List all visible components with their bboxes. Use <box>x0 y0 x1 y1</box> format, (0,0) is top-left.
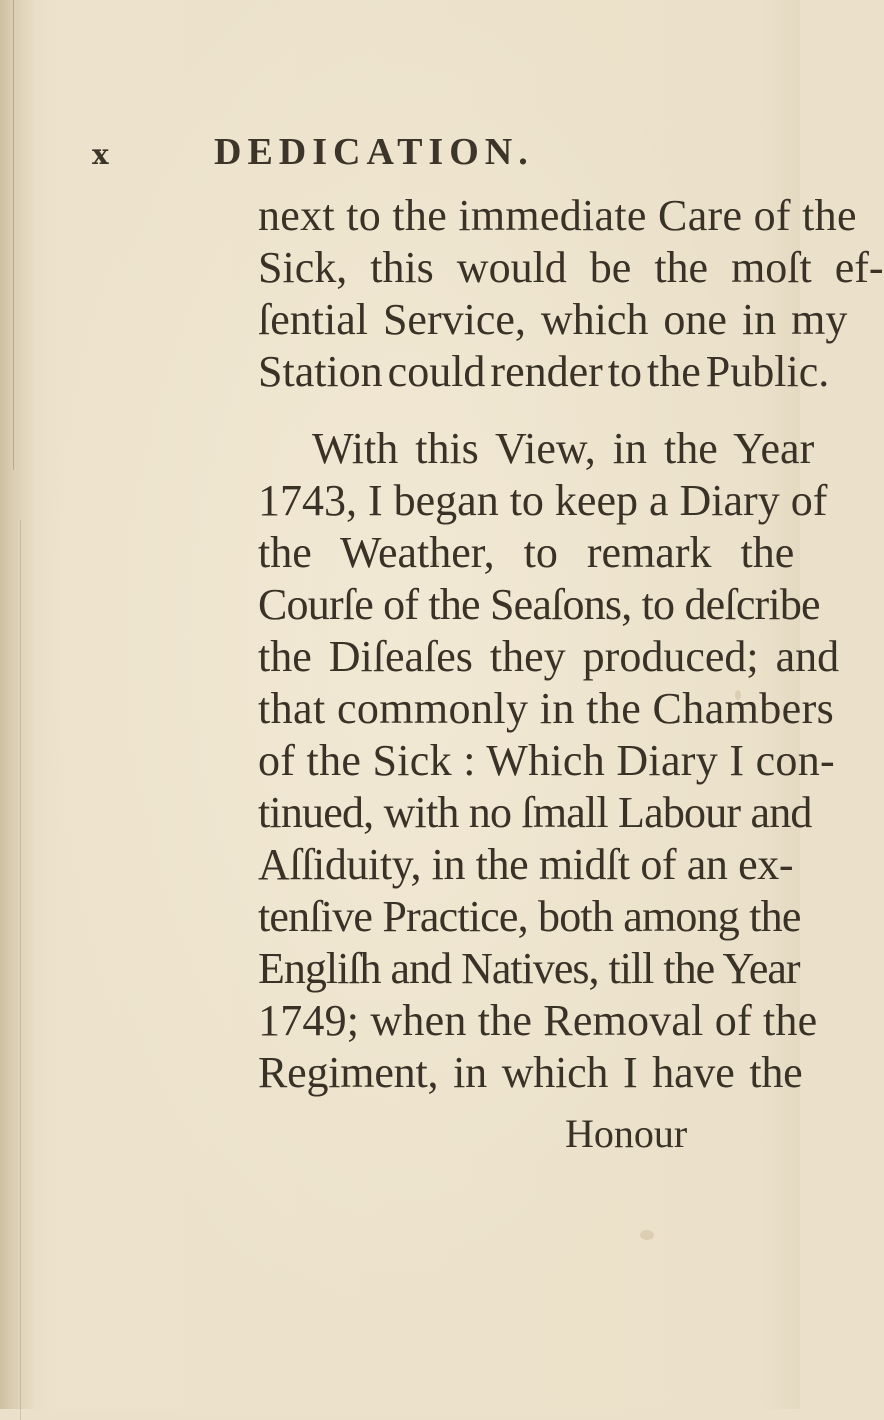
text-line: the Weather, to remark the <box>258 528 795 577</box>
running-head: DEDICATION. <box>214 131 534 173</box>
text-line: Aſſiduity, in the midſt of an ex- <box>258 840 794 889</box>
text-line: tinued, with no ſmall Labour and <box>258 788 812 837</box>
text-line: 1749; when the Removal of the <box>258 996 818 1045</box>
text-line: tenſive Practice, both among the <box>258 892 801 941</box>
text-line: the Diſeaſes they produced; and <box>258 632 840 681</box>
text-line: Regiment, in which I have the <box>258 1048 803 1097</box>
text-line: Sick, this would be the moſt ef- <box>258 243 884 292</box>
paper-stain <box>640 1230 654 1240</box>
text-line: 1743, I began to keep a Diary of <box>258 476 828 525</box>
catchword: Honour <box>565 1111 688 1156</box>
text-line: of the Sick : Which Diary I con- <box>258 736 835 785</box>
text-line: Courſe of the Seaſons, to deſcribe <box>258 580 820 629</box>
signature-mark: x <box>92 138 109 171</box>
text-line: that commonly in the Chambers <box>258 684 835 733</box>
paragraph-first-line: With this View, in the Year <box>312 424 815 473</box>
text-line: next to the immediate Care of the <box>258 191 857 240</box>
page-gutter-edge <box>0 0 36 1409</box>
text-line: Engliſh and Natives, till the Year <box>258 944 800 993</box>
page-edge-line <box>20 520 21 1420</box>
text-line: ſential Service, which one in my <box>258 295 848 344</box>
page-edge-line <box>13 0 14 470</box>
text-line: Station could render to the Public. <box>258 347 830 396</box>
